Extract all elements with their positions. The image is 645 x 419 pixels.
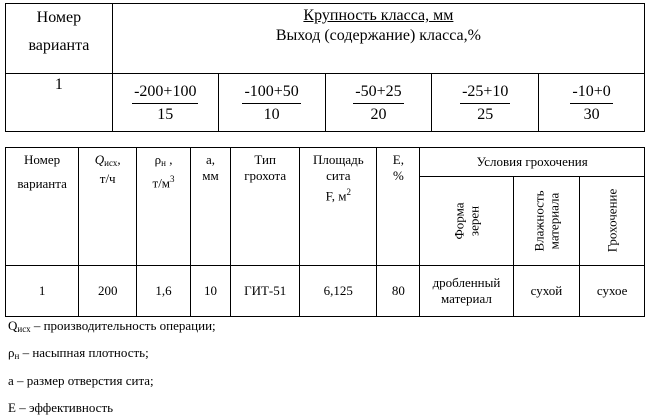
note-aperture: а – размер отверстия сита; <box>8 373 154 388</box>
efficiency-header-cell <box>377 148 420 266</box>
screening-mode-header-cell <box>580 177 645 266</box>
moisture-header <box>531 190 561 251</box>
class-fraction <box>242 81 300 126</box>
grain-shape-line1: дробленный <box>432 275 501 290</box>
class-yield: 30 <box>583 106 600 123</box>
variant-header-line1: Номер <box>36 9 82 26</box>
class-fraction <box>353 81 403 126</box>
class-yield: 15 <box>157 106 174 123</box>
class-fraction <box>570 81 612 126</box>
area-header-line3: F, м <box>325 188 347 204</box>
variant-header-cell <box>6 4 113 74</box>
class-size: -200+100 <box>132 81 198 104</box>
efficiency-cell: 80 <box>377 266 420 317</box>
class-size: -25+10 <box>460 81 510 104</box>
moisture-header-cell <box>513 177 580 266</box>
class-yield: 10 <box>263 106 280 123</box>
class-fraction <box>460 81 510 126</box>
class-fraction <box>132 81 198 126</box>
efficiency-header-line2: % <box>392 168 404 183</box>
area-header-line2: сита <box>326 168 351 183</box>
area-cell: 6,125 <box>300 266 377 317</box>
class-yield: 20 <box>370 106 387 123</box>
note-density-subscript: н <box>14 351 20 361</box>
note-density <box>8 345 149 364</box>
density-unit-sup: 3 <box>170 174 175 184</box>
variant-header-line1: Номер <box>24 152 61 167</box>
note-capacity-subscript: исх <box>17 324 31 334</box>
grain-shape-header <box>451 202 481 239</box>
grain-shape-header-line2: зерен <box>466 205 482 236</box>
class-cell <box>325 74 432 132</box>
aperture-header-cell <box>190 148 230 266</box>
variant-header-cell <box>6 148 79 266</box>
note-capacity <box>8 318 216 337</box>
class-yield: 25 <box>477 106 494 123</box>
moisture-header-line1: Влажность <box>531 189 547 252</box>
granulometry-table <box>5 3 645 132</box>
density-unit: т/м <box>152 175 171 191</box>
area-header-line1: Площадь <box>312 152 364 167</box>
class-cell <box>218 74 325 132</box>
moisture-cell: сухой <box>513 266 580 317</box>
capacity-symbol: Q <box>94 152 105 167</box>
screen-type-cell: ГИТ-51 <box>231 266 300 317</box>
variant-header-line2: варианта <box>17 176 67 191</box>
screening-mode-header: Грохочение <box>604 188 620 253</box>
efficiency-header-line1: E, <box>392 152 404 167</box>
class-size: -100+50 <box>242 81 300 104</box>
grain-shape-header-cell <box>420 177 513 266</box>
screen-type-header-cell <box>231 148 300 266</box>
conditions-header: Условия грохочения <box>420 148 645 177</box>
density-header-cell: $\rho_н$ , $т/м^3$ <box>137 148 191 266</box>
capacity-unit: т/ч <box>99 171 116 186</box>
aperture-header-line1: a, <box>206 152 216 167</box>
aperture-cell: 10 <box>190 266 230 317</box>
screen-type-header-line1: Тип <box>254 152 276 167</box>
note-capacity-symbol: Q <box>8 318 18 333</box>
capacity-cell: 200 <box>79 266 137 317</box>
class-size-header: Крупность класса, мм <box>303 7 454 24</box>
density-cell: 1,6 <box>137 266 191 317</box>
class-yield-header: Выход (содержание) класса,% <box>275 27 481 44</box>
note-density-text: – насыпная плотность; <box>19 345 149 360</box>
area-header-cell <box>300 148 377 266</box>
note-capacity-text: – производительность операции; <box>30 318 216 333</box>
aperture-header-line2: мм <box>202 168 219 183</box>
capacity-header-cell: $Q_{исх}$, т/ч <box>79 148 137 266</box>
screen-type-header-line2: грохота <box>244 168 287 183</box>
screening-parameters-table <box>5 147 645 317</box>
variant-cell: 1 <box>6 74 113 132</box>
note-density-symbol: ρ <box>8 345 15 360</box>
grain-shape-line2: материал <box>441 291 492 306</box>
grain-shape-cell <box>420 266 513 317</box>
variant-header-line2: варианта <box>28 37 90 54</box>
variant-cell: 1 <box>6 266 79 317</box>
class-size: -10+0 <box>570 81 612 104</box>
capacity-subscript: исх <box>104 158 118 168</box>
class-cell <box>432 74 539 132</box>
note-efficiency: Е – эффективность <box>8 400 114 415</box>
density-symbol: ρ <box>154 152 162 167</box>
grain-shape-header-line1: Форма <box>451 202 467 239</box>
class-size-header-cell <box>112 4 644 74</box>
moisture-header-line2: материала <box>546 192 562 249</box>
class-cell <box>539 74 645 132</box>
density-subscript: н <box>161 158 166 168</box>
class-size: -50+25 <box>353 81 403 104</box>
screening-mode-cell: сухое <box>580 266 645 317</box>
class-cell <box>112 74 218 132</box>
area-header-sup: 2 <box>346 187 351 197</box>
